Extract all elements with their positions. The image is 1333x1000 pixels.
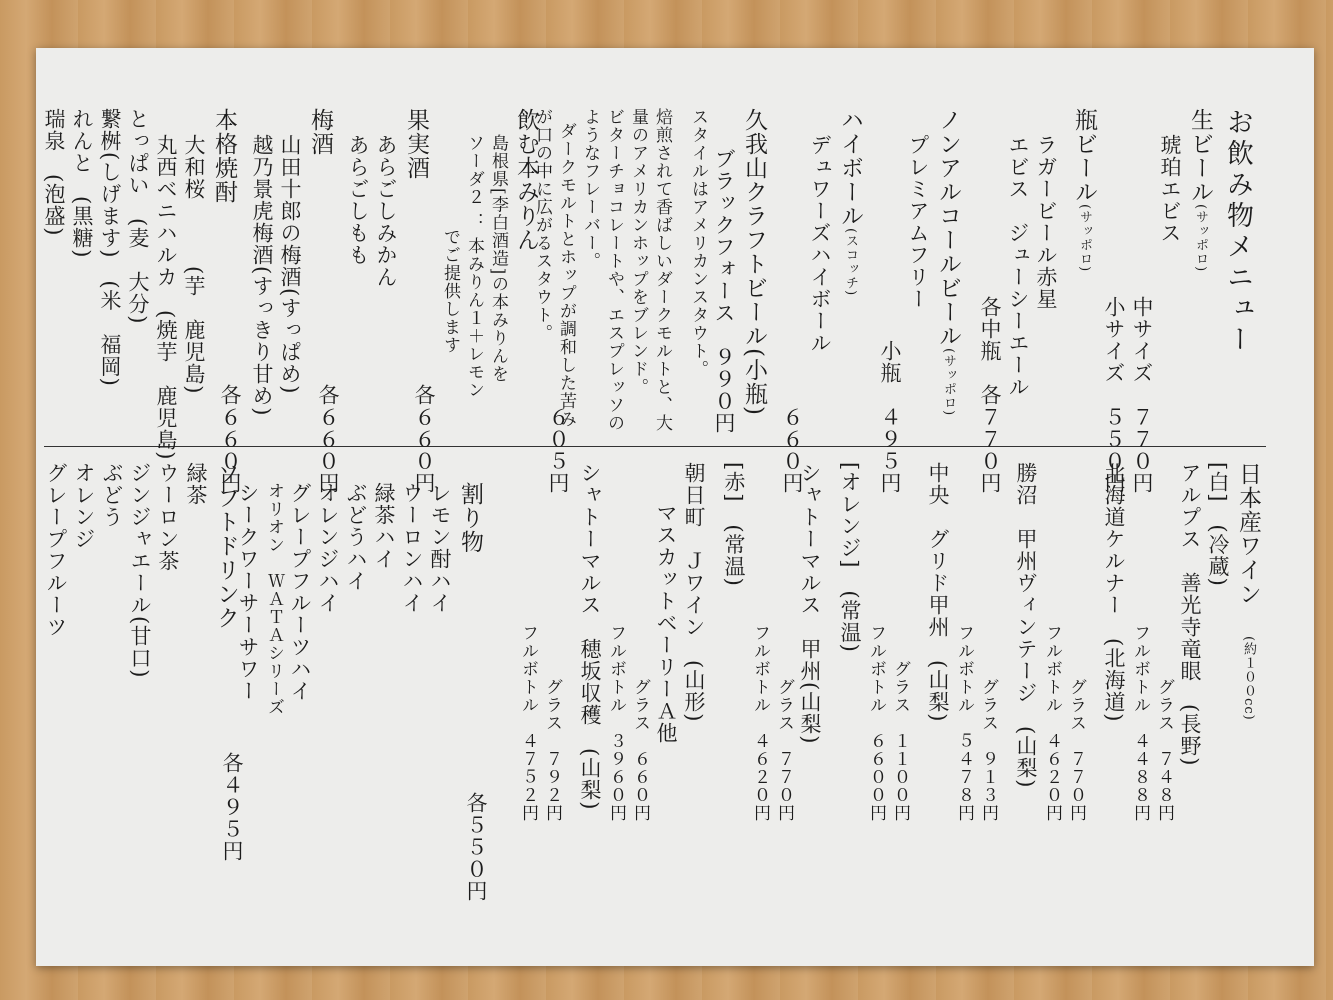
nonal-heading: ノンアルコールビール(サッポロ) xyxy=(935,108,961,417)
wine-3-name: 勝沼 甲州ヴィンテージ (山梨) xyxy=(1014,462,1038,789)
highball-price: ６６０円 xyxy=(780,406,804,494)
wine-1-name: アルプス 善光寺竜眼 (長野) xyxy=(1178,462,1202,767)
wine-7-glass: グラス ７９２円 xyxy=(542,678,562,822)
menu-title-block xyxy=(1217,108,1257,494)
mirin-line-1: 島根県[李白酒造]の本みりんを xyxy=(488,134,508,384)
wine-2-bottle: フルボトル ４６２０円 xyxy=(1042,624,1062,822)
warimono-orion: オリオン ＷＡＴＡシリーズ xyxy=(264,482,284,716)
kajitsu-item-1: あらごしみかん xyxy=(374,134,398,288)
shochu-item-5: れんと (黒糖) xyxy=(70,108,94,259)
soft-item-1: 緑茶 xyxy=(184,462,208,506)
kajitsu-heading: 果実酒 xyxy=(403,108,429,180)
wine-section xyxy=(515,462,1265,862)
nama-beer-heading xyxy=(1185,108,1215,494)
wine-5-glass: グラス ７７０円 xyxy=(774,678,794,822)
shochu-price: 各６６０円 xyxy=(218,384,242,494)
soft-item-5: オレンジ xyxy=(72,462,96,550)
nama-size-small: 小サイズ ５５０円 xyxy=(1102,296,1126,494)
soft-drink-section xyxy=(41,462,243,862)
soft-price: 各４９５円 xyxy=(220,752,244,862)
wine-5-name: シャトーマルス 甲州(山梨) xyxy=(798,462,822,745)
warimono-item-3: 緑茶ハイ xyxy=(372,482,396,570)
nonal-item: プレミアムフリー xyxy=(906,134,930,310)
wine-1-glass: グラス ７４８円 xyxy=(1154,678,1174,822)
warimono-item-1: レモン酎ハイ xyxy=(428,482,452,614)
craft-desc-1: スタイルはアメリカンスタウト。 xyxy=(688,108,708,378)
warimono-item-2: ウーロンハイ xyxy=(400,482,424,614)
kajitsu-price: 各６６０円 xyxy=(412,384,436,494)
soft-item-2: ウーロン茶 xyxy=(156,462,180,572)
highball-item: デュワーズハイボール xyxy=(808,134,832,354)
umeshu-section xyxy=(247,108,340,494)
highball-heading: ハイボール(スコッチ) xyxy=(837,108,863,297)
nama-size-large: 中サイズ ７７０円 xyxy=(1130,296,1154,494)
shochu-item-4: 繋桝(しげます) (米 福岡) xyxy=(98,108,122,387)
shochu-item-1: 大和桜 (芋 鹿児島) xyxy=(182,134,206,395)
wine-3-glass: グラス ９１３円 xyxy=(978,678,998,822)
warimono-item-5: オレンジハイ xyxy=(316,482,340,614)
soft-item-6: グレープフルーツ xyxy=(44,462,68,638)
beer-section xyxy=(975,108,1217,494)
shochu-heading: 本格焼酎 xyxy=(211,108,237,204)
wine-6-glass: グラス ６６０円 xyxy=(630,678,650,822)
craft-desc-4: ビターチョコレートや、エスプレッソの xyxy=(604,108,624,432)
bin-beer-heading xyxy=(1069,108,1099,494)
warimono-heading: 割り物 xyxy=(457,482,483,554)
warimono-orion-item: シークワーサーサワー xyxy=(236,482,260,702)
fruit-liquor-section xyxy=(343,108,436,494)
craft-heading: 久我山クラフトビール(小瓶) xyxy=(741,108,767,416)
shochu-item-2: 丸西ベニハルカ (焼芋 鹿児島) xyxy=(154,134,178,461)
warimono-item-4: ぶどうハイ xyxy=(344,482,368,592)
umeshu-heading: 梅酒 xyxy=(307,108,333,156)
soft-heading: ソフトドリンク xyxy=(213,462,239,630)
soft-item-3: ジンジャエール(甘口) xyxy=(128,462,152,679)
wine-6-name-2: マスカットベーリーＡ他 xyxy=(654,502,678,744)
nonalcohol-section xyxy=(875,108,965,494)
bin-beer-price: 各中瓶 各７７０円 xyxy=(978,296,1002,494)
wine-6-name: 朝日町 Ｊワイン (山形) xyxy=(682,462,706,723)
bin-beer-item-2: エビス ジューシーエール xyxy=(1006,134,1030,398)
wine-3-bottle: フルボトル ５４７８円 xyxy=(954,624,974,822)
wine-2-glass: グラス ７７０円 xyxy=(1066,678,1086,822)
wine-4-bottle: フルボトル ６６００円 xyxy=(866,624,886,822)
menu-title: お飲み物メニュー xyxy=(1222,108,1253,356)
umeshu-price: 各６６０円 xyxy=(316,384,340,494)
wine-5-bottle: フルボトル ４６２０円 xyxy=(750,624,770,822)
nama-beer-item: 琥珀エビス xyxy=(1158,134,1182,244)
craft-desc-2: 焙煎されて香ばしいダークモルトと、大 xyxy=(652,108,672,432)
highball-section xyxy=(777,108,867,494)
wine-7-name: シャトーマルス 穂坂収穫 (山梨) xyxy=(578,462,602,811)
umeshu-item-2: 越乃景虎梅酒(すっきり甘め) xyxy=(250,134,274,417)
bin-beer-label: 瓶ビール xyxy=(1071,108,1097,204)
warimono-price: 各５５０円 xyxy=(464,792,488,902)
wine-7-bottle: フルボトル ４７５２円 xyxy=(518,624,538,822)
mirin-price: ６０５円 xyxy=(546,406,570,494)
shochu-item-3: とっぱい (麦 大分) xyxy=(126,108,150,325)
wine-1-bottle: フルボトル ４４８８円 xyxy=(1130,624,1150,822)
mirin-line-3: でご提供します xyxy=(440,228,460,354)
umeshu-item-1: 山田十郎の梅酒(すっぱめ) xyxy=(278,134,302,395)
mirin-line-2: ソーダ２ ： 本みりん１＋レモン xyxy=(464,134,484,399)
wine-4-glass: グラス １１００円 xyxy=(890,660,910,822)
soft-item-4: ぶどう xyxy=(100,462,124,528)
kajitsu-item-2: あらごしもも xyxy=(346,134,370,266)
nonal-price: 小瓶 ４９５円 xyxy=(878,340,902,494)
wine-4-name: 中央 グリド甲州 (山梨) xyxy=(926,462,950,723)
craft-item: ブラックフォース ９９０円 xyxy=(712,148,736,434)
nama-beer-brand: (サッポロ) xyxy=(1193,204,1208,273)
wine-heading: 日本産ワイン(約１００cc) xyxy=(1235,462,1261,721)
shochu-section xyxy=(39,108,241,494)
warimono-item-6: グレープフルーツハイ xyxy=(288,482,312,702)
craft-desc-3: 量のアメリカンホップをブレンド。 xyxy=(628,108,648,396)
shochu-item-6: 瑞泉 (泡盛) xyxy=(42,108,66,237)
craft-desc-7: が口の中に広がるスタウト。 xyxy=(532,108,552,342)
wine-2-name: 北海道ケルナー (北海道) xyxy=(1102,462,1126,723)
wine-6-tag: [赤] (常温) xyxy=(722,462,746,587)
wine-6-bottle: フルボトル ３９６０円 xyxy=(606,624,626,822)
bin-beer-brand: (サッポロ) xyxy=(1077,204,1092,273)
mirin-heading: 飲む本みりん xyxy=(513,108,539,252)
wine-1-tag: [白] (冷蔵) xyxy=(1206,462,1230,587)
bin-beer-item-1: ラガービール赤星 xyxy=(1034,134,1058,310)
wine-5-tag: [オレンジ] (常温) xyxy=(838,462,862,653)
warimono-section xyxy=(233,462,488,902)
nama-beer-label: 生ビール xyxy=(1187,108,1213,204)
craft-desc-5: ようなフレーバー。 xyxy=(580,108,600,270)
craft-desc-6: ダークモルトとホップが調和した苦み xyxy=(556,122,576,428)
